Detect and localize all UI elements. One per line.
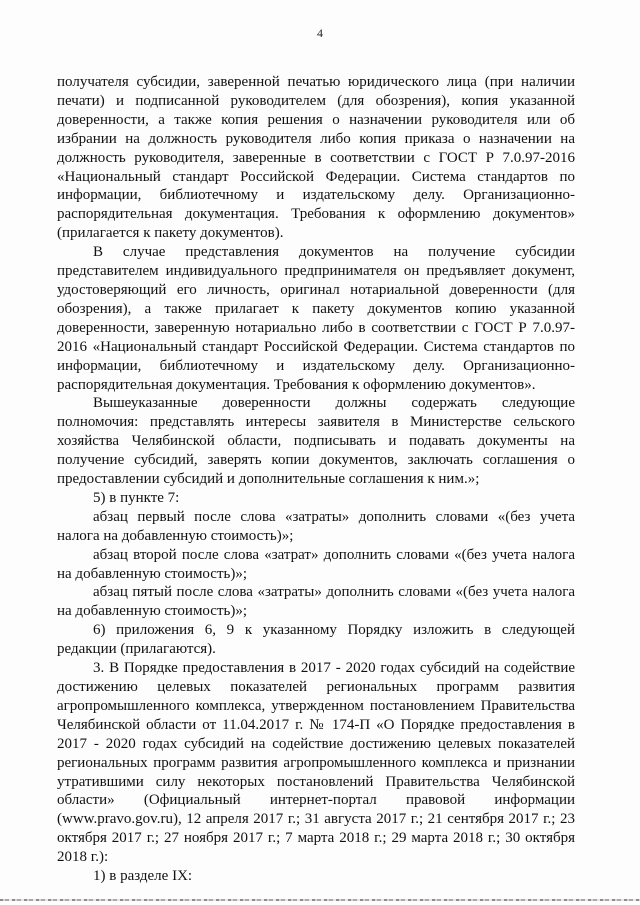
- paragraph-item-6: 6) приложения 6, 9 к указанному Порядку изложить в следующей редакции (прилагаются).: [57, 622, 575, 658]
- paragraph-second-abzac: абзац второй после слова «затрат» дополнить словами «(без учета налога на добавленную стоимость)»;: [57, 546, 575, 582]
- paragraph-representative: В случае представления документов на получение субсидии представителем индивидуального предпринимателя он предъявляет документ, удостоверяющий его личность, оригинал нотариальной доверенности (для обозрения), а также прилагает к пакету документов копию указанной доверенности, заверенную нотариально либо в соответствии с ГОСТ Р 7.0.97-2016 «Национальный стандарт Российской Федерации. Система стандартов по информации, библиотечному и издательскому делу. Организационно-распорядительная документация. Требования к оформлению документов».: [57, 244, 575, 393]
- document-body: [57, 73, 575, 886]
- paragraph-section-ix: 1) в разделе IX:: [93, 868, 193, 885]
- paragraph-fifth-abzac: абзац пятый после слова «затраты» дополнить словами «(без учета налога на добавленную стоимость)»;: [57, 584, 575, 620]
- paragraph-section-3: 3. В Порядке предоставления в 2017 - 2020 годах субсидий на содействие достижению целевых показателей региональных программ развития агропромышленного комплекса, утвержденном постановлением Правительства Челябинской области от 11.04.2017 г. № 174-П «О Порядке предоставления в 2017 - 2020 годах субсидий на содействие достижению целевых показателей региональных программ развития агропромышленного комплекса и признании утратившими силу некоторых постановлений Правительства Челябинской области» (Официальный интернет-портал правовой информации (www.pravo.gov.ru), 12 апреля 2017 г.; 31 августа 2017 г.; 21 сентября 2017 г.; 23 октября 2017 г.; 27 ноября 2017 г.; 7 марта 2018 г.; 29 марта 2018 г.; 30 октября 2018 г.):: [57, 660, 575, 866]
- paragraph-continuation: получателя субсидии, заверенной печатью юридического лица (при наличии печати) и подписанной руководителем (для обозрения), копия указанной доверенности, а также копия решения о назначении руководителя или об избрании на должность руководителя либо копия приказа о назначении на должность руководителя, заверенные в соответствии с ГОСТ Р 7.0.97-2016 «Национальный стандарт Российской Федерации. Система стандартов по информации, библиотечному и издательскому делу. Организационно-распорядительная документация. Требования к оформлению документов» (прилагается к пакету документов).: [57, 74, 575, 242]
- page-number: 4: [317, 26, 323, 40]
- paragraph-powers: Вышеуказанные доверенности должны содержать следующие полномочия: представлять интересы заявителя в Министерстве сельского хозяйства Челябинской области, подписывать и подавать документы на получение субсидий, заверять копии документов, заключать соглашения о предоставлении субсидий и дополнительные соглашения к ним.»;: [57, 395, 575, 488]
- scan-edge-line: [0, 899, 640, 901]
- paragraph-first-abzac: абзац первый после слова «затраты» дополнить словами «(без учета налога на добавленную стоимость)»;: [57, 508, 575, 544]
- paragraph-item-5: 5) в пункте 7:: [93, 489, 180, 506]
